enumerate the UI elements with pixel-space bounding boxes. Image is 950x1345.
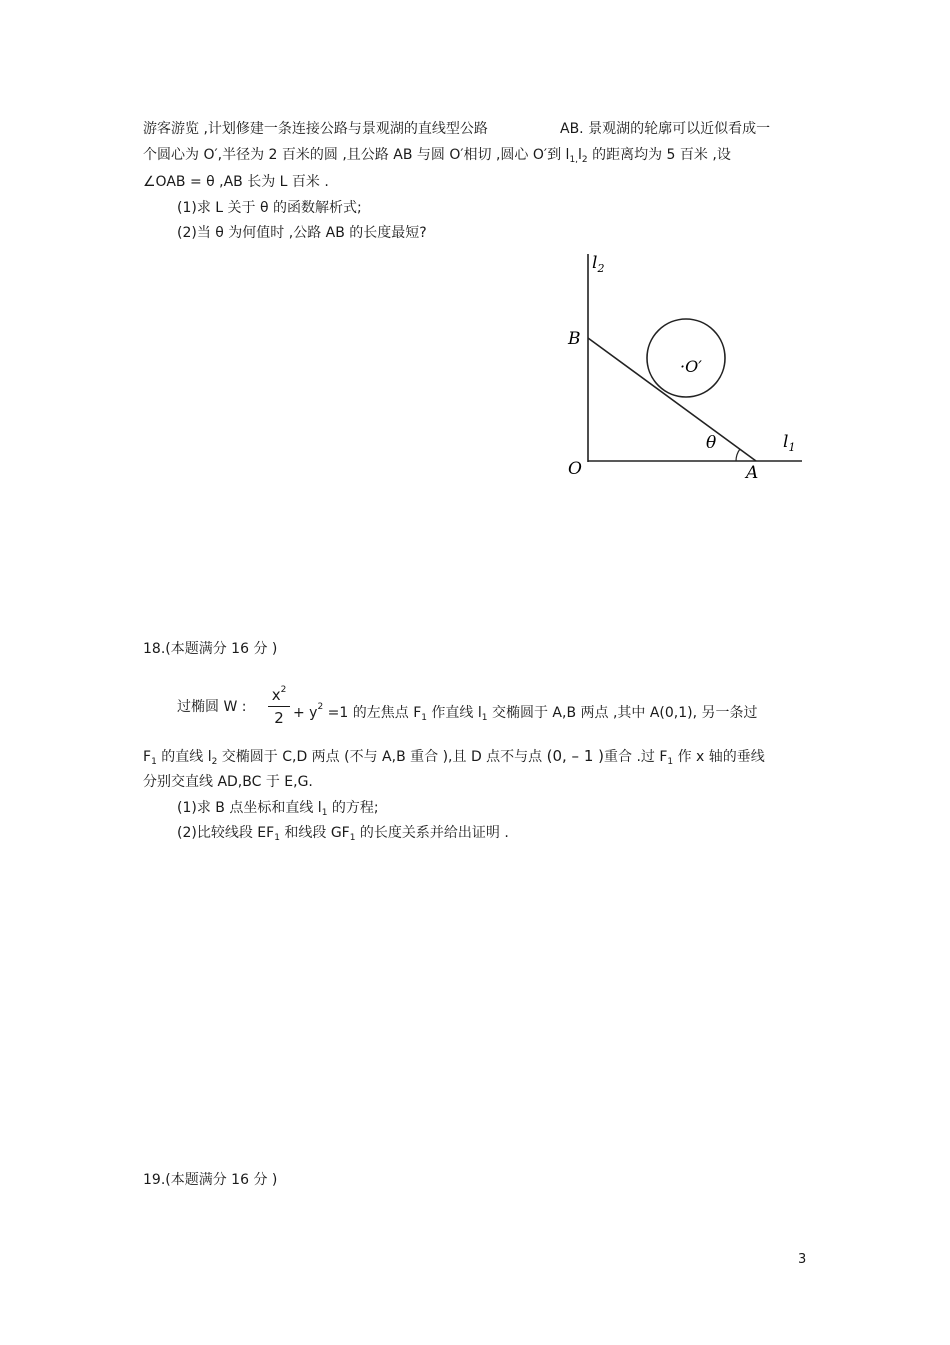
p18-intro-text: 过椭圆 W : xyxy=(177,699,247,715)
page-number-text: 3 xyxy=(798,1252,807,1267)
p18-fraction xyxy=(268,681,290,729)
p18-line2-sub2: 2 xyxy=(211,757,218,767)
p17-line3-text: ∠OAB = θ ,AB 长为 L 百米 . xyxy=(143,174,329,190)
p18-rest1: 作直线 l xyxy=(426,705,482,721)
p18-y-sup: 2 xyxy=(317,702,324,712)
label-l1: $l_1$ xyxy=(783,432,796,454)
p17-line1-a: 游客游览 ,计划修建一条连接公路与景观湖的直线型公路 xyxy=(143,121,488,137)
figure-svg xyxy=(560,250,810,490)
geometry-figure xyxy=(560,250,810,494)
p17-line2-a: 个圆心为 O′,半径为 2 百米的圆 ,且公路 AB 与圆 O′相切 ,圆心 O′到 l xyxy=(143,147,570,163)
p18-q1-b: 的方程; xyxy=(327,800,379,816)
p18-q2-sub1: 1 xyxy=(274,833,280,843)
p18-point: (0, – 1 ) xyxy=(546,747,604,765)
p17-line2-c: 的距离均为 5 百米 ,设 xyxy=(587,147,731,163)
p18-line2-e: 作 x 轴的垂线 xyxy=(673,749,765,765)
p17-line2 xyxy=(143,145,731,170)
p17-q1-text: (1)求 L 关于 θ 的函数解析式; xyxy=(177,200,362,216)
p18-header-text: 18.(本题满分 16 分 ) xyxy=(143,641,278,657)
p17-line2-sub1: 1, xyxy=(569,155,579,165)
p18-q2-a: (2)比较线段 EF xyxy=(177,825,275,841)
p18-q1-a: (1)求 B 点坐标和直线 l xyxy=(177,800,322,816)
p18-q2-c: 的长度关系并给出证明 . xyxy=(355,825,509,841)
p18-rest2: 交椭圆于 A,B 两点 ,其中 A(0,1), 另一条过 xyxy=(487,705,758,721)
p18-intro xyxy=(177,697,246,717)
p18-frac-num-sup: 2 xyxy=(280,685,287,695)
p18-line1-rest xyxy=(293,697,758,728)
label-a: A xyxy=(746,463,759,483)
page-number xyxy=(798,1250,806,1270)
p18-eq-rest: =1 的左焦点 F xyxy=(327,705,422,721)
p18-f-sub: 1 xyxy=(421,713,427,723)
label-o-prime: ·O′ xyxy=(680,357,702,376)
p18-frac-num-x: x xyxy=(271,686,281,704)
label-l2: $l_2$ xyxy=(592,253,605,275)
p18-line2-d: 重合 .过 F xyxy=(604,749,668,765)
p19-header-text: 19.(本题满分 16 分 ) xyxy=(143,1172,278,1188)
p18-line3-text: 分别交直线 AD,BC 于 E,G. xyxy=(143,774,313,790)
p18-line2-b: 的直线 l xyxy=(156,749,212,765)
p18-line2-c: 交椭圆于 C,D 两点 (不与 A,B 重合 ),且 D 点不与点 xyxy=(217,749,547,765)
p17-line1-b xyxy=(560,119,770,139)
p17-question1 xyxy=(177,198,362,218)
p17-question2 xyxy=(177,223,427,243)
p18-plus-y: + y xyxy=(293,705,318,721)
label-b: B xyxy=(568,329,581,349)
angle-arc xyxy=(736,449,740,461)
p18-line2 xyxy=(143,746,765,772)
p18-q2-b: 和线段 GF xyxy=(279,825,350,841)
p18-l-sub: 1 xyxy=(481,713,488,723)
label-o: O xyxy=(568,459,582,479)
label-theta: θ xyxy=(706,433,717,453)
p18-q1-sub: 1 xyxy=(321,808,328,818)
p17-q2-text: (2)当 θ 为何值时 ,公路 AB 的长度最短? xyxy=(177,225,427,241)
p18-question1 xyxy=(177,798,379,823)
p17-line3 xyxy=(143,172,329,192)
p18-q2-sub2: 1 xyxy=(349,833,356,843)
p18-line2-sub3: 1 xyxy=(667,757,674,767)
p17-line1 xyxy=(143,119,488,139)
p17-line2-b: l xyxy=(578,147,582,163)
road-ab xyxy=(588,338,756,461)
p17-line1-b-text: AB. 景观湖的轮廓可以近似看成一 xyxy=(560,121,771,137)
p18-line2-sub1: 1 xyxy=(151,757,157,767)
p18-question2 xyxy=(177,823,509,848)
p18-frac-denominator: 2 xyxy=(268,706,290,729)
p19-header xyxy=(143,1170,277,1190)
p18-line2-a: F xyxy=(143,749,152,765)
p18-frac-numerator xyxy=(268,681,290,704)
p18-line3 xyxy=(143,772,313,792)
p18-header xyxy=(143,639,277,659)
p17-line2-sub2: 2 xyxy=(581,155,588,165)
